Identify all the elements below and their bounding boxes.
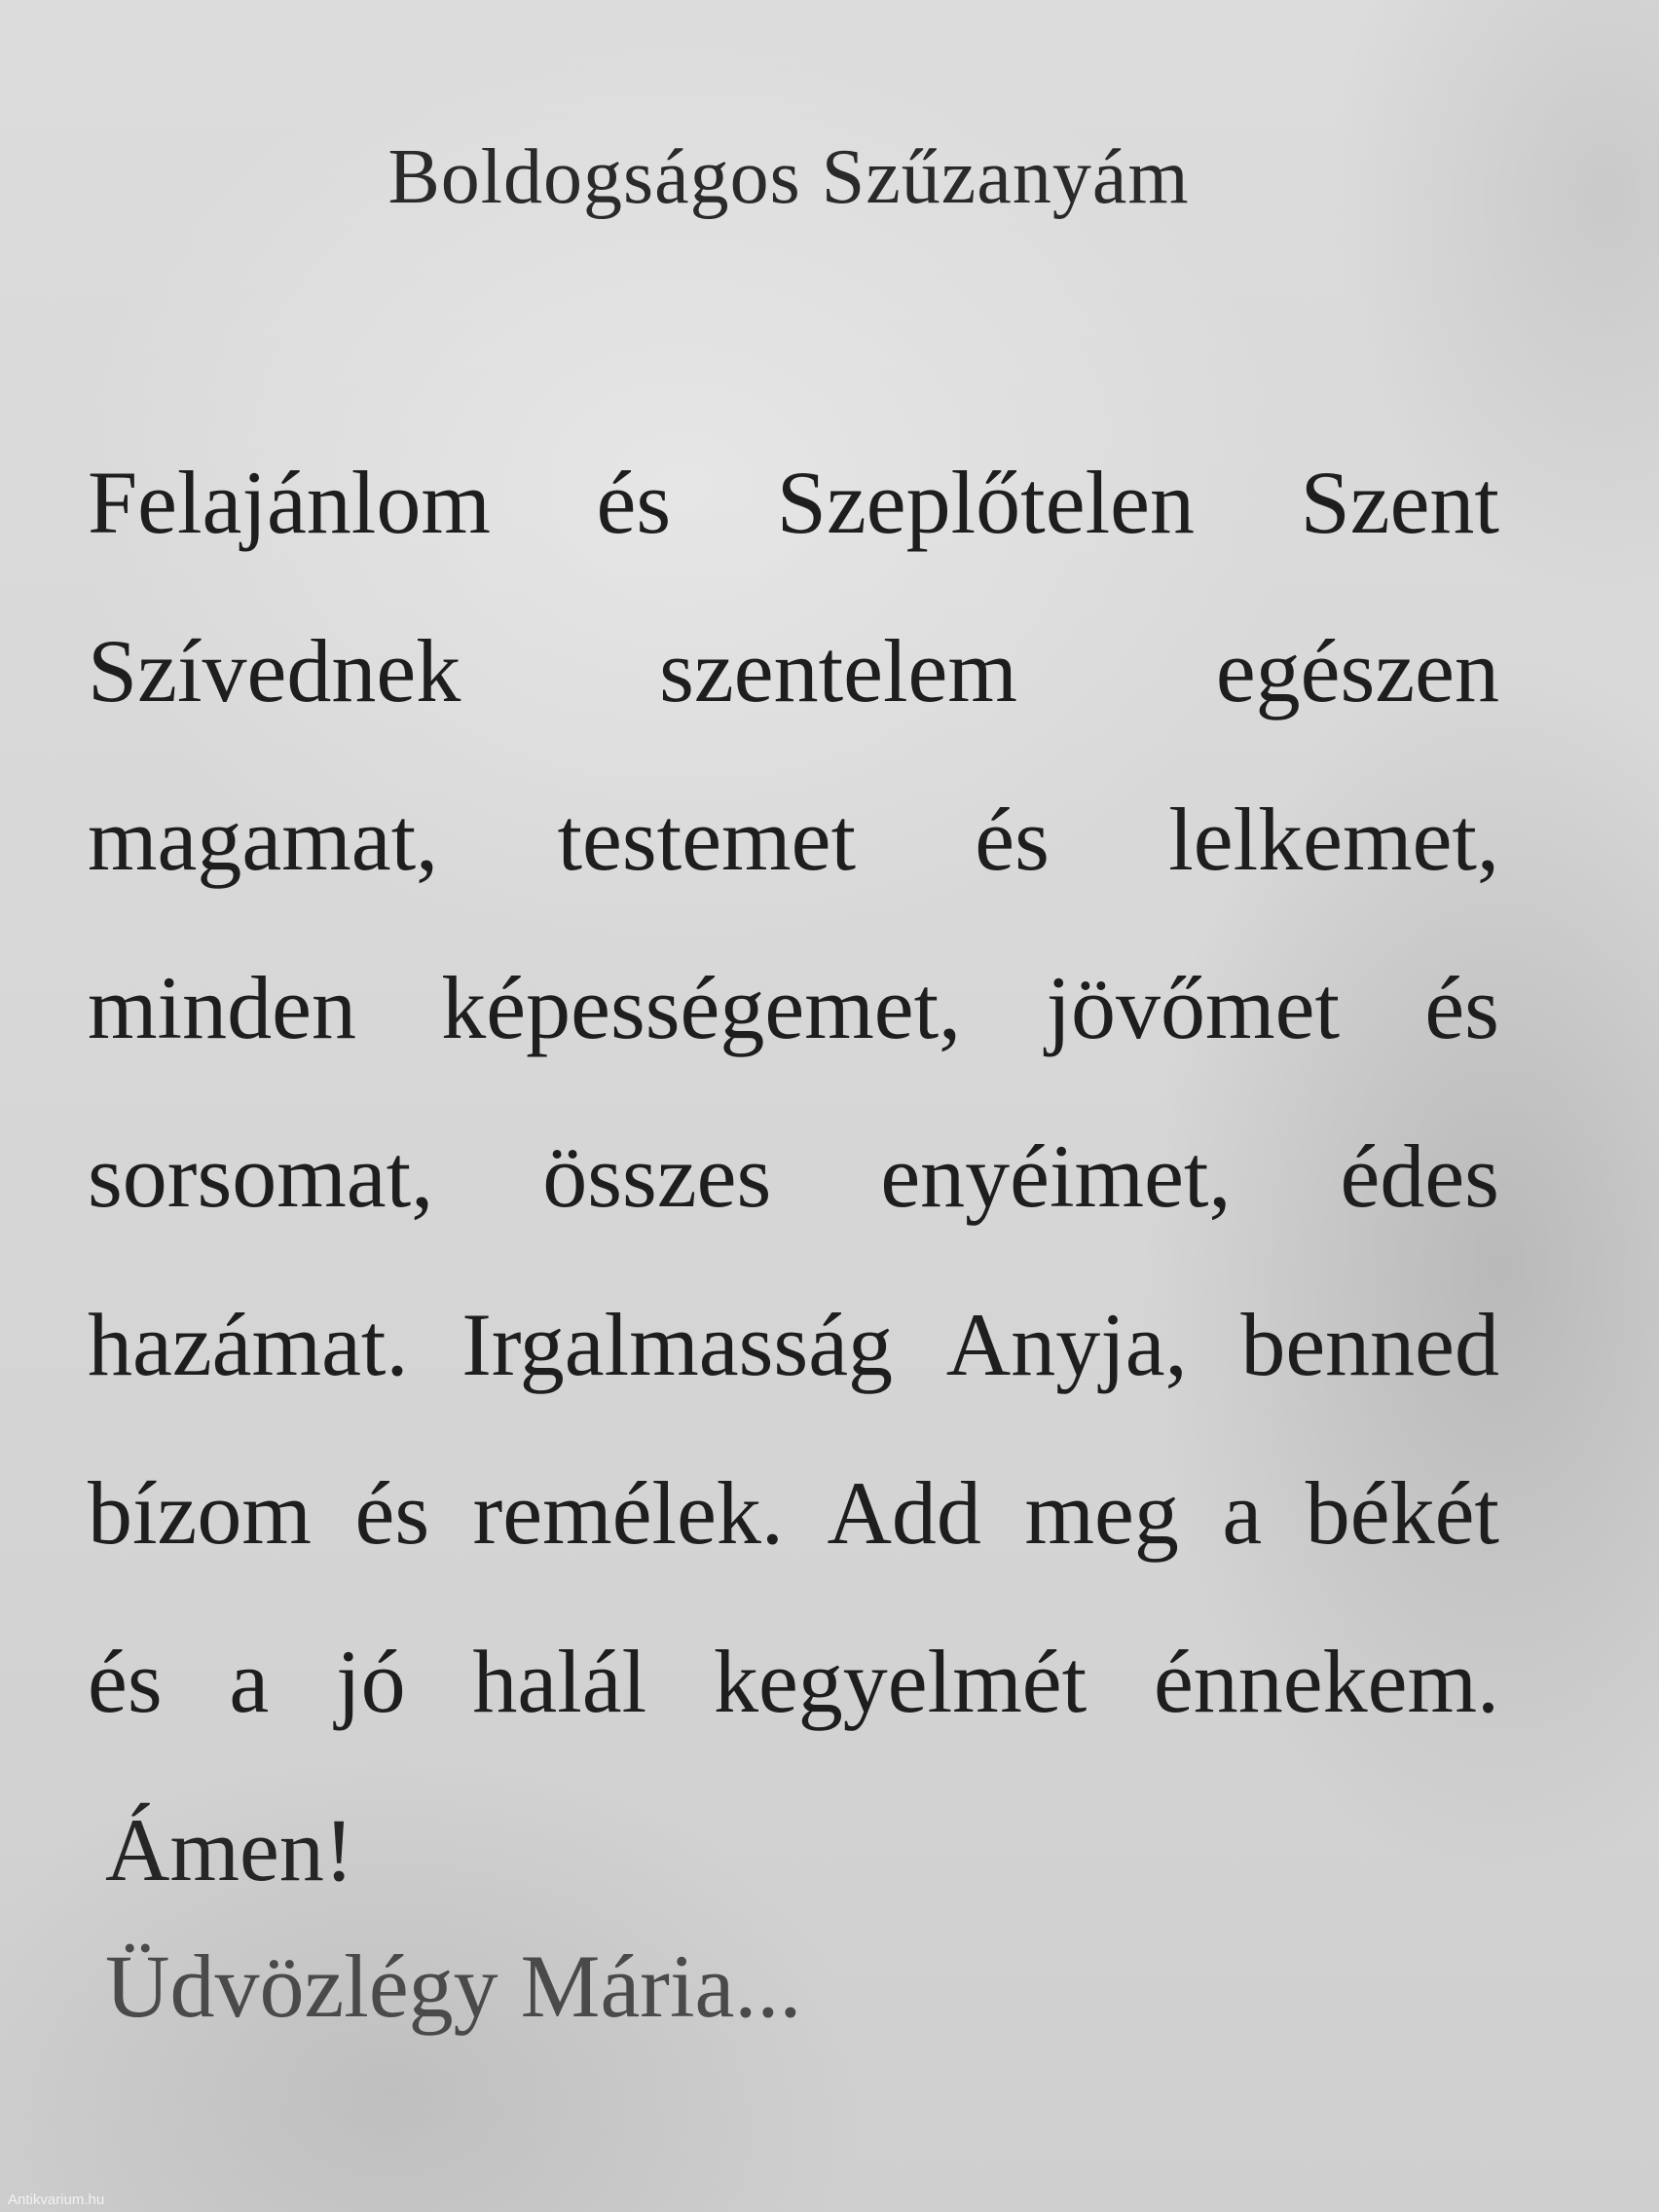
word: Felajánlom: [88, 453, 491, 552]
word: és: [88, 1632, 163, 1731]
word: szentelem: [659, 621, 1017, 720]
word: jó: [336, 1632, 406, 1731]
word: halál: [472, 1632, 647, 1731]
word: és: [596, 453, 672, 552]
word: és: [1424, 958, 1499, 1057]
word: összes: [542, 1126, 772, 1226]
word: sorsomat,: [88, 1126, 434, 1226]
word: remélek.: [472, 1463, 784, 1563]
word: képességemet,: [441, 958, 962, 1057]
prayer-line: [88, 587, 1499, 756]
word: Anyja,: [945, 1295, 1188, 1394]
word: édes: [1340, 1126, 1499, 1226]
word: jövőmet: [1046, 958, 1341, 1057]
prayer-line: [88, 1261, 1499, 1429]
word: benned: [1240, 1295, 1499, 1394]
prayer-line: [88, 756, 1499, 924]
closing-prayer: Üdvözlégy Mária...: [105, 1936, 802, 2036]
word: magamat,: [88, 790, 439, 889]
word: énnekem.: [1153, 1632, 1499, 1731]
word: Szívednek: [88, 621, 461, 720]
word: kegyelmét: [713, 1632, 1088, 1731]
prayer-line: [88, 419, 1499, 587]
prayer-title: Boldogságos Szűzanyám: [387, 134, 1190, 220]
word: testemet: [557, 790, 857, 889]
word: Szent: [1300, 453, 1499, 552]
prayer-line: [88, 924, 1499, 1092]
prayer-line: [88, 1598, 1499, 1766]
word: békét: [1305, 1463, 1499, 1563]
word: egészen: [1215, 621, 1499, 720]
word: lelkemet,: [1168, 790, 1499, 889]
prayer-body: [88, 419, 1499, 1935]
prayer-line: [88, 1429, 1499, 1598]
word: bízom: [88, 1463, 312, 1563]
word: hazámat.: [88, 1295, 409, 1394]
prayer-line: [88, 1092, 1499, 1261]
word: meg: [1024, 1463, 1179, 1563]
word: Add: [827, 1463, 981, 1563]
word: a: [229, 1632, 270, 1731]
word: Irgalmasság: [461, 1295, 894, 1394]
amen-line: Ámen!: [105, 1800, 354, 1899]
word: enyéimet,: [880, 1126, 1232, 1226]
word: és: [975, 790, 1050, 889]
word: minden: [88, 958, 356, 1057]
word: Szeplőtelen: [776, 453, 1195, 552]
word: a: [1222, 1463, 1263, 1563]
word: és: [354, 1463, 430, 1563]
watermark: Antikvarium.hu: [8, 2192, 105, 2208]
